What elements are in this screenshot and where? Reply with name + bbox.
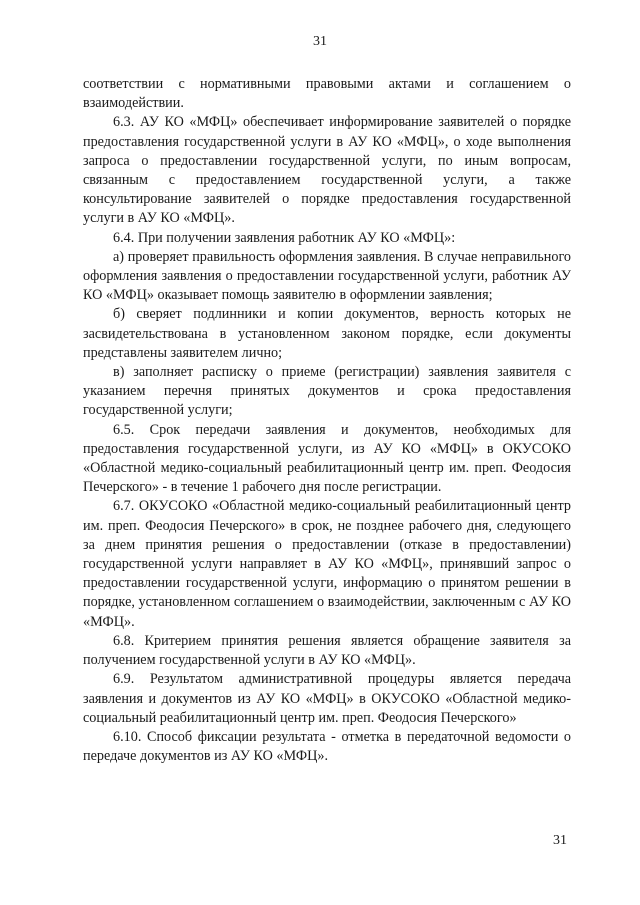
paragraph-6-8: 6.8. Критерием принятия решения является обращение заявителя за получением государственной услуги в АУ КО «МФЦ».	[83, 632, 571, 669]
paragraph-6-9: 6.9. Результатом административной процедуры является передача заявления и документов из АУ КО «МФЦ» в ОКУСОКО «Областной медико-социальный реабилитационный центр им. преп. Феодосия Печерского»	[83, 671, 571, 726]
paragraph-6-5: 6.5. Срок передачи заявления и документов, необходимых для предоставления государственной услуги, из АУ КО «МФЦ» в ОКУСОКО «Областной медико-социальный реабилитационный центр им. преп. Феодосия Печерского» - в течение 1 рабочего дня после регистрации.	[83, 421, 571, 496]
paragraph-6-4-b: б) сверяет подлинники и копии документов, верность которых не засвидетельствована в установленном законом порядке, если документы представлены заявителем лично;	[83, 306, 571, 361]
paragraph-6-3: 6.3. АУ КО «МФЦ» обеспечивает информирование заявителей о порядке предоставления государственной услуги в АУ КО «МФЦ», о ходе выполнения запроса о предоставлении государственной услуги, по иным вопросам, связанным с предоставлением государственной услуги, а также консультирование заявителей о порядке предоставления государственной услуги в АУ КО «МФЦ».	[83, 114, 571, 227]
paragraph-6-4: 6.4. При получении заявления работник АУ КО «МФЦ»:	[113, 229, 456, 246]
paragraph-continuation: соответствии с нормативными правовыми актами и соглашением о взаимодействии.	[83, 76, 571, 112]
page-number-top: 31	[313, 34, 327, 49]
paragraph-6-4-v: в) заполняет расписку о приеме (регистрации) заявления заявителя с указанием перечня принятых документов и срока предоставления государственной услуги;	[83, 364, 571, 419]
paragraph-6-7: 6.7. ОКУСОКО «Областной медико-социальный реабилитационный центр им. преп. Феодосия Печерского» в срок, не позднее рабочего дня, следующего за днем принятия решения о предоставлении (отказе в предоставлении) государственной услуги направляет в АУ КО «МФЦ», принявший запрос о предоставлении государственной услуги, информацию о принятом решении в порядке, установленном соглашением о взаимодействии, заключенным с АУ КО «МФЦ».	[83, 498, 571, 630]
paragraph-6-4-a: а) проверяет правильность оформления заявления. В случае неправильного оформления заявления о предоставлении государственной услуги, работник АУ КО «МФЦ» оказывает помощь заявителю в оформлении заявления;	[83, 248, 571, 304]
paragraph-6-10: 6.10. Способ фиксации результата - отметка в передаточной ведомости о передаче документов из АУ КО «МФЦ».	[83, 728, 571, 765]
document-body	[83, 75, 571, 766]
page-number-bottom: 31	[553, 833, 567, 848]
